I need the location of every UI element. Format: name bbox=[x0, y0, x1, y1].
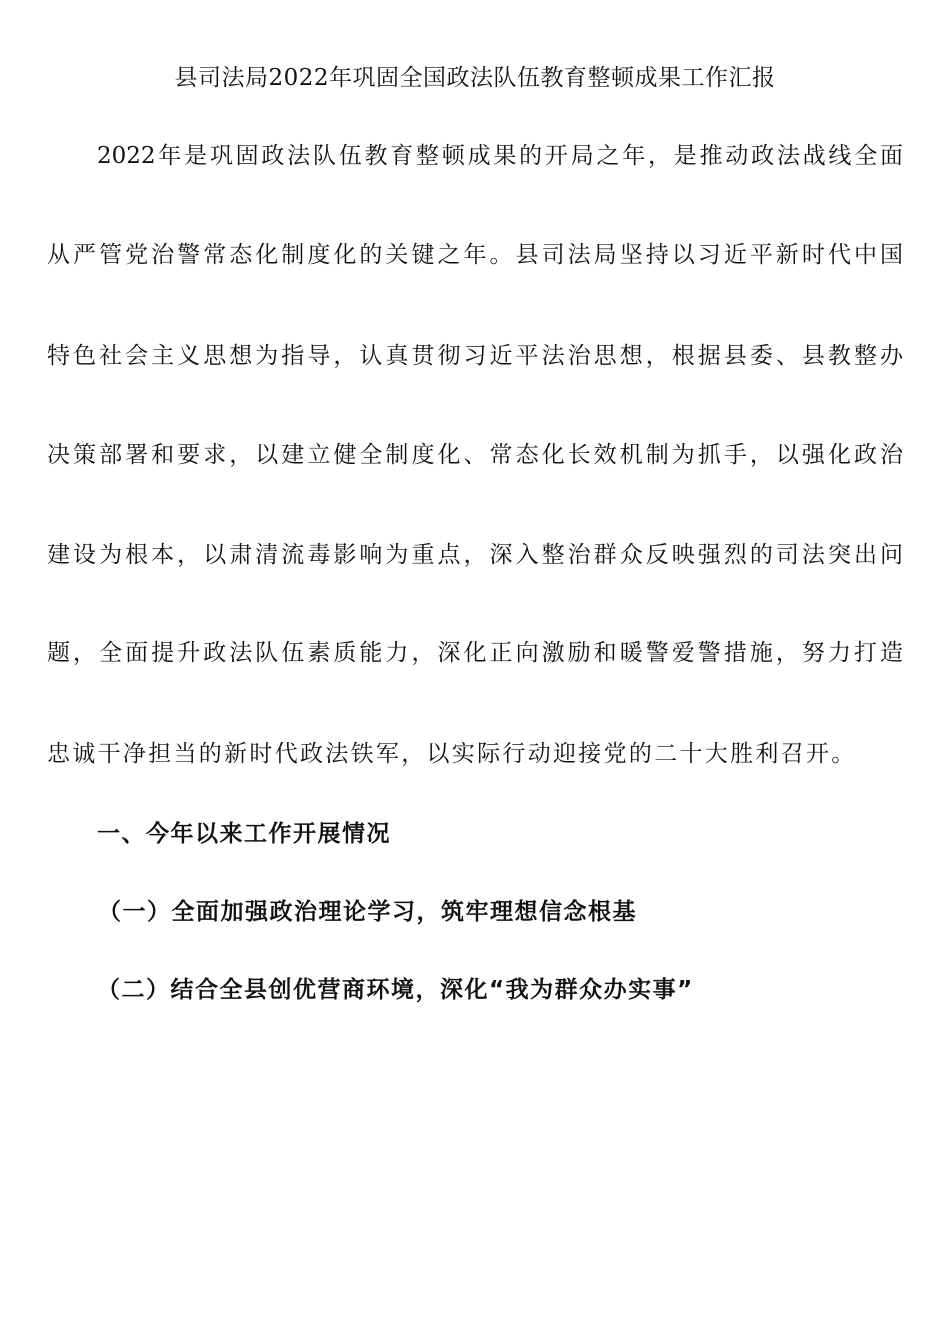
paragraph-line: 题，全面提升政法队伍素质能力，深化正向激励和暖警爱警措施，努力打造 bbox=[47, 640, 903, 666]
subheading: （一）全面加强政治理论学习，筑牢理想信念根基 bbox=[98, 899, 637, 925]
paragraph-line: 忠诚干净担当的新时代政法铁军，以实际行动迎接党的二十大胜利召开。 bbox=[47, 741, 857, 767]
section-heading: 一、今年以来工作开展情况 bbox=[97, 821, 391, 847]
paragraph-line: 特色社会主义思想为指导，认真贯彻习近平法治思想，根据县委、县教整办 bbox=[47, 343, 903, 369]
paragraph-line: 建设为根本，以肃清流毒影响为重点，深入整治群众反映强烈的司法突出问 bbox=[47, 542, 903, 568]
paragraph-line: 2022年是巩固政法队伍教育整顿成果的开局之年，是推动政法战线全面 bbox=[97, 143, 903, 169]
document-title: 县司法局2022年巩固全国政法队伍教育整顿成果工作汇报 bbox=[174, 65, 776, 91]
paragraph-line: 从严管党治警常态化制度化的关键之年。县司法局坚持以习近平新时代中国 bbox=[47, 242, 903, 268]
subheading: （二）结合全县创优营商环境，深化“我为群众办实事” bbox=[97, 977, 694, 1003]
paragraph-line: 决策部署和要求，以建立健全制度化、常态化长效机制为抓手，以强化政治 bbox=[47, 442, 903, 468]
